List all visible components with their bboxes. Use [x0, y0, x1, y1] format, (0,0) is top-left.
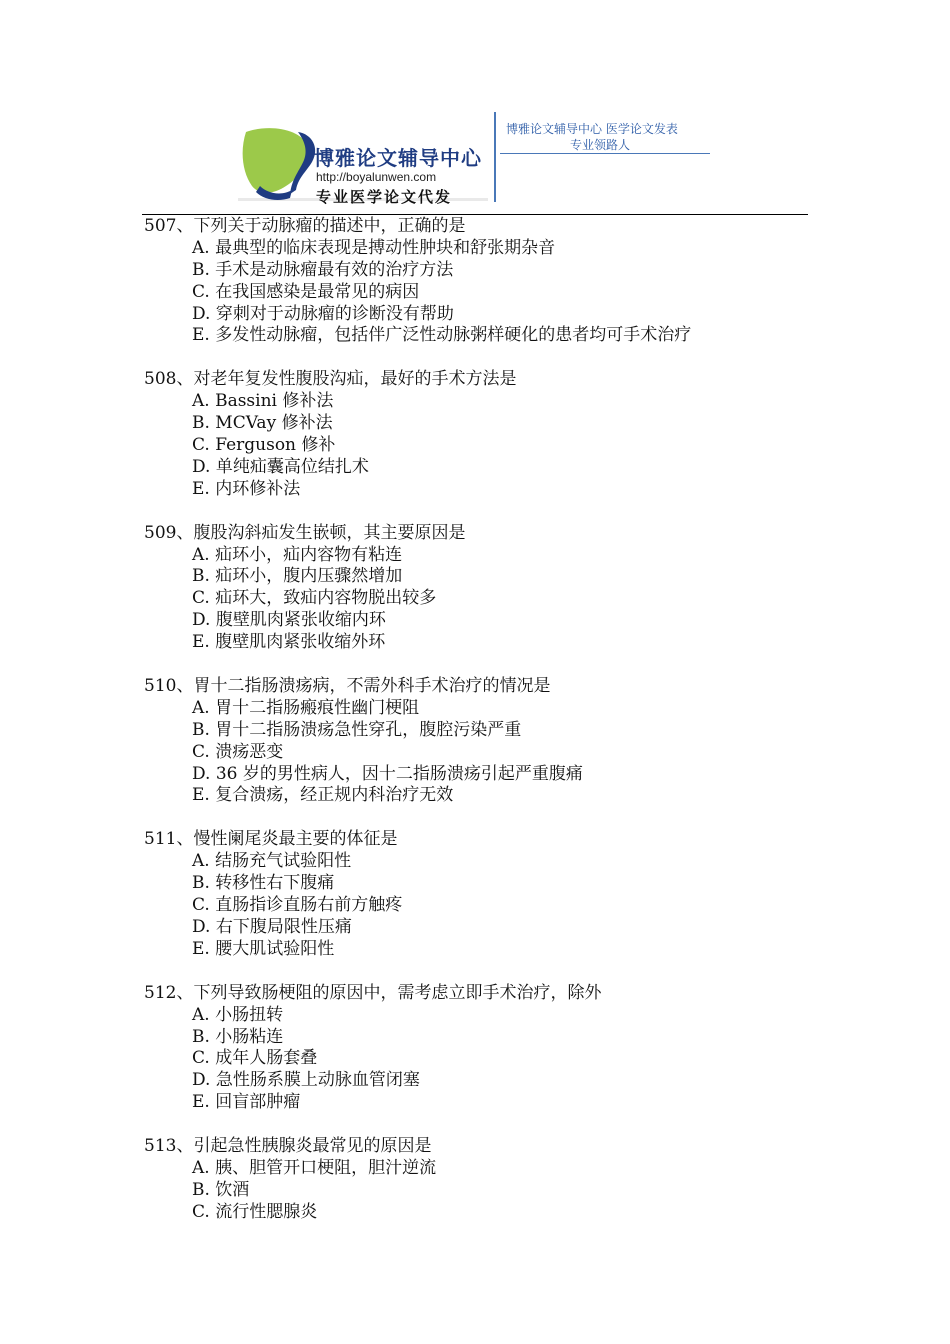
- option-a: A. 结肠充气试验阳性: [192, 851, 352, 872]
- logo-title: 博雅论文辅导中心: [314, 146, 482, 170]
- logo-slogan: 专业医学论文代发: [316, 188, 453, 206]
- question-stem: 510、胃十二指肠溃疡病，不需外科手术治疗的情况是: [144, 676, 551, 697]
- question-510: [144, 676, 691, 807]
- header-underline: [500, 153, 710, 154]
- option-c: C. 疝环大，致疝内容物脱出较多: [192, 588, 437, 609]
- option-e: E. 复合溃疡，经正规内科治疗无效: [192, 785, 454, 806]
- option-a: A. 胰、胆管开口梗阻，胆汁逆流: [192, 1157, 437, 1178]
- option-e: E. 回盲部肿瘤: [192, 1092, 301, 1113]
- option-d: D. 穿刺对于动脉瘤的诊断没有帮助: [192, 303, 454, 324]
- option-b: B. 手术是动脉瘤最有效的治疗方法: [192, 259, 454, 280]
- option-b: B. 胃十二指肠溃疡急性穿孔，腹腔污染严重: [192, 719, 522, 740]
- question-513: [144, 1136, 691, 1224]
- question-list: [144, 216, 691, 1246]
- option-c: C. 直肠指诊直肠右前方触疼: [192, 895, 403, 916]
- option-d: D. 腹壁肌肉紧张收缩内环: [192, 610, 386, 631]
- option-c: C. 流行性腮腺炎: [192, 1201, 318, 1222]
- option-a: A. 胃十二指肠瘢痕性幽门梗阻: [192, 697, 420, 718]
- option-d: D. 急性肠系膜上动脉血管闭塞: [192, 1070, 420, 1091]
- header-rule: [142, 214, 808, 215]
- option-e: E. 多发性动脉瘤，包括伴广泛性动脉粥样硬化的患者均可手术治疗: [192, 325, 692, 346]
- option-a: A. Bassini 修补法: [192, 391, 334, 412]
- option-a: A. 最典型的临床表现是搏动性肿块和舒张期杂音: [192, 237, 556, 258]
- option-a: A. 疝环小，疝内容物有粘连: [192, 544, 403, 565]
- option-b: B. 转移性右下腹痛: [192, 873, 335, 894]
- option-e: E. 腹壁肌肉紧张收缩外环: [192, 632, 386, 653]
- question-508: [144, 369, 691, 500]
- option-d: D. 36 岁的男性病人，因十二指肠溃疡引起严重腹痛: [192, 763, 583, 784]
- header-tagline: 博雅论文辅导中心 医学论文发表: [506, 122, 678, 136]
- page-header: [238, 108, 808, 218]
- question-stem: 507、下列关于动脉瘤的描述中，正确的是: [144, 216, 466, 236]
- question-stem: 509、腹股沟斜疝发生嵌顿，其主要原因是: [144, 522, 466, 543]
- question-509: [144, 523, 691, 654]
- option-e: E. 腰大肌试验阳性: [192, 938, 335, 959]
- question-stem: 511、慢性阑尾炎最主要的体征是: [144, 829, 398, 850]
- question-507: [144, 216, 691, 347]
- option-c: C. Ferguson 修补: [192, 435, 336, 456]
- option-c: C. 在我国感染是最常见的病因: [192, 281, 420, 302]
- option-a: A. 小肠扭转: [192, 1004, 284, 1025]
- option-e: E. 内环修补法: [192, 478, 301, 499]
- option-b: B. 小肠粘连: [192, 1026, 284, 1047]
- question-stem: 512、下列导致肠梗阻的原因中，需考虑立即手术治疗，除外: [144, 982, 602, 1003]
- option-d: D. 单纯疝囊高位结扎术: [192, 456, 369, 477]
- question-stem: 513、引起急性胰腺炎最常见的原因是: [144, 1136, 432, 1157]
- header-divider: [494, 112, 496, 202]
- question-stem: 508、对老年复发性腹股沟疝，最好的手术方法是: [144, 369, 517, 390]
- option-b: B. 饮酒: [192, 1179, 250, 1200]
- option-c: C. 成年人肠套叠: [192, 1048, 318, 1069]
- option-c: C. 溃疡恶变: [192, 741, 284, 762]
- question-511: [144, 829, 691, 960]
- option-d: D. 右下腹局限性压痛: [192, 916, 352, 937]
- logo: [238, 120, 490, 206]
- option-b: B. MCVay 修补法: [192, 413, 333, 434]
- logo-url: http://boyalunwen.com: [316, 170, 437, 184]
- question-512: [144, 983, 691, 1114]
- option-b: B. 疝环小，腹内压骤然增加: [192, 566, 403, 587]
- header-subtagline: 专业领路人: [570, 138, 631, 152]
